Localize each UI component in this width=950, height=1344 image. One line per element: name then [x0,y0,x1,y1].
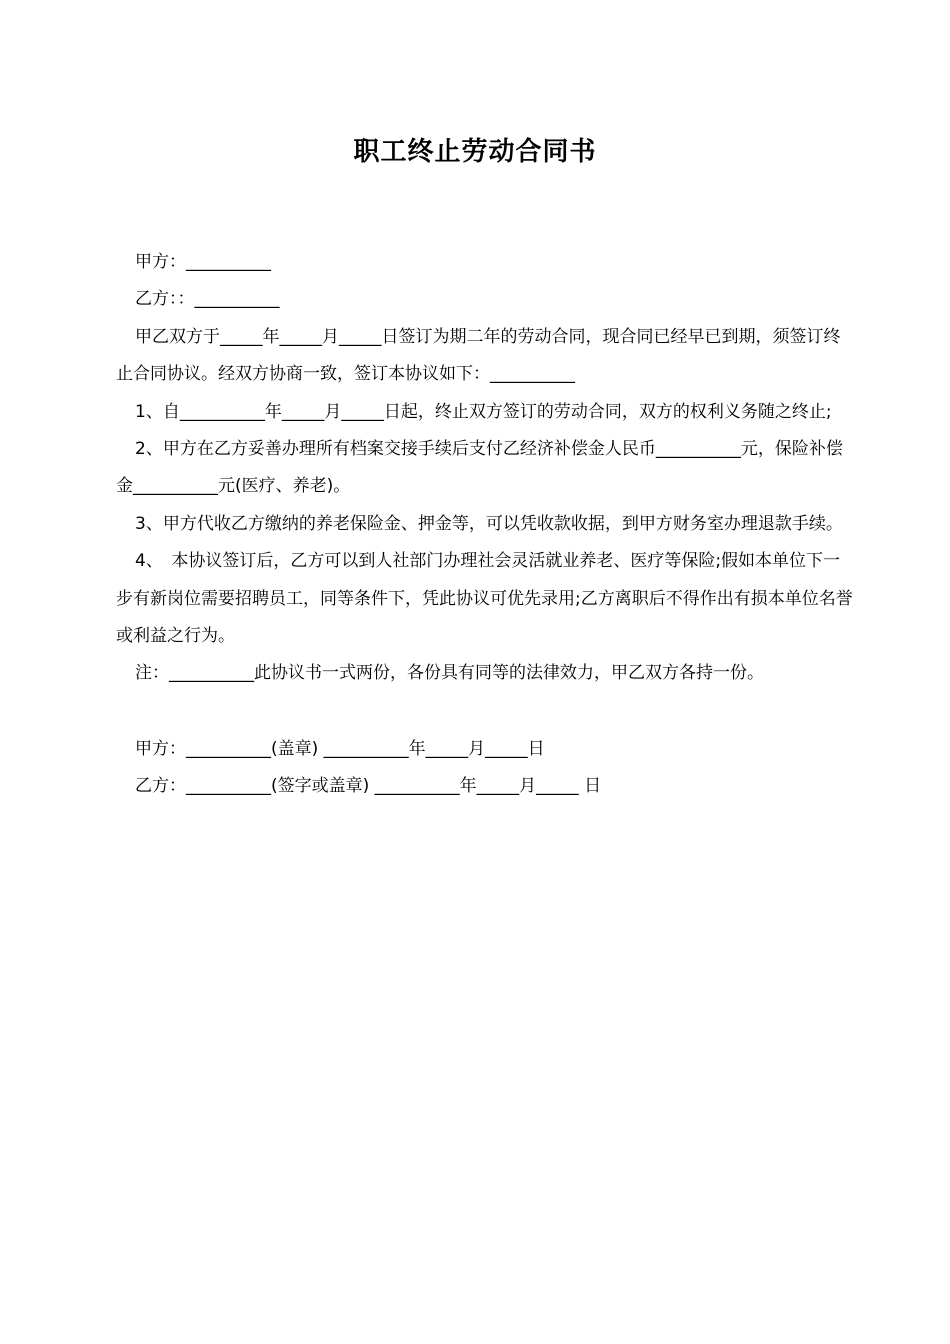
clause-3: 3、甲方代收乙方缴纳的养老保险金、押金等，可以凭收款收据，到甲方财务室办理退款手续。 [135,513,843,534]
note-line: 注：__________此协议书一式两份，各份具有同等的法律效力，甲乙双方各持一份。 [135,663,764,684]
document-title: 职工终止劳动合同书 [353,137,597,167]
document-body [116,244,856,806]
clause-4: 4、 本协议签订后，乙方可以到人社部门办理社会灵活就业养老、医疗等保险;假如本单位下一步有新岗位需要招聘员工，同等条件下，凭此协议可优先录用;乙方离职后不得作出有损本单位名誉或利益之行为。 [116,551,853,647]
spacer [116,693,856,731]
signature-party-a: 甲方：__________(盖章) __________年_____月_____日 [135,738,545,759]
clause-1: 1、自__________年_____月_____日起，终止双方签订的劳动合同，双方的权利义务随之终止; [135,401,832,422]
intro-paragraph: 甲乙双方于_____年_____月_____日签订为期二年的劳动合同，现合同已经早已到期，须签订终止合同协议。经双方协商一致，签订本协议如下：__________ [116,326,841,385]
clause-2: 2、甲方在乙方妥善办理所有档案交接手续后支付乙经济补偿金人民币__________元，保险补偿金__________元(医疗、养老)。 [116,439,843,497]
party-a-line: 甲方：__________ [135,252,271,272]
party-b-line: 乙方：：__________ [135,289,280,310]
signature-party-b: 乙方：__________(签字或盖章) __________年_____月_____ 日 [135,776,602,797]
